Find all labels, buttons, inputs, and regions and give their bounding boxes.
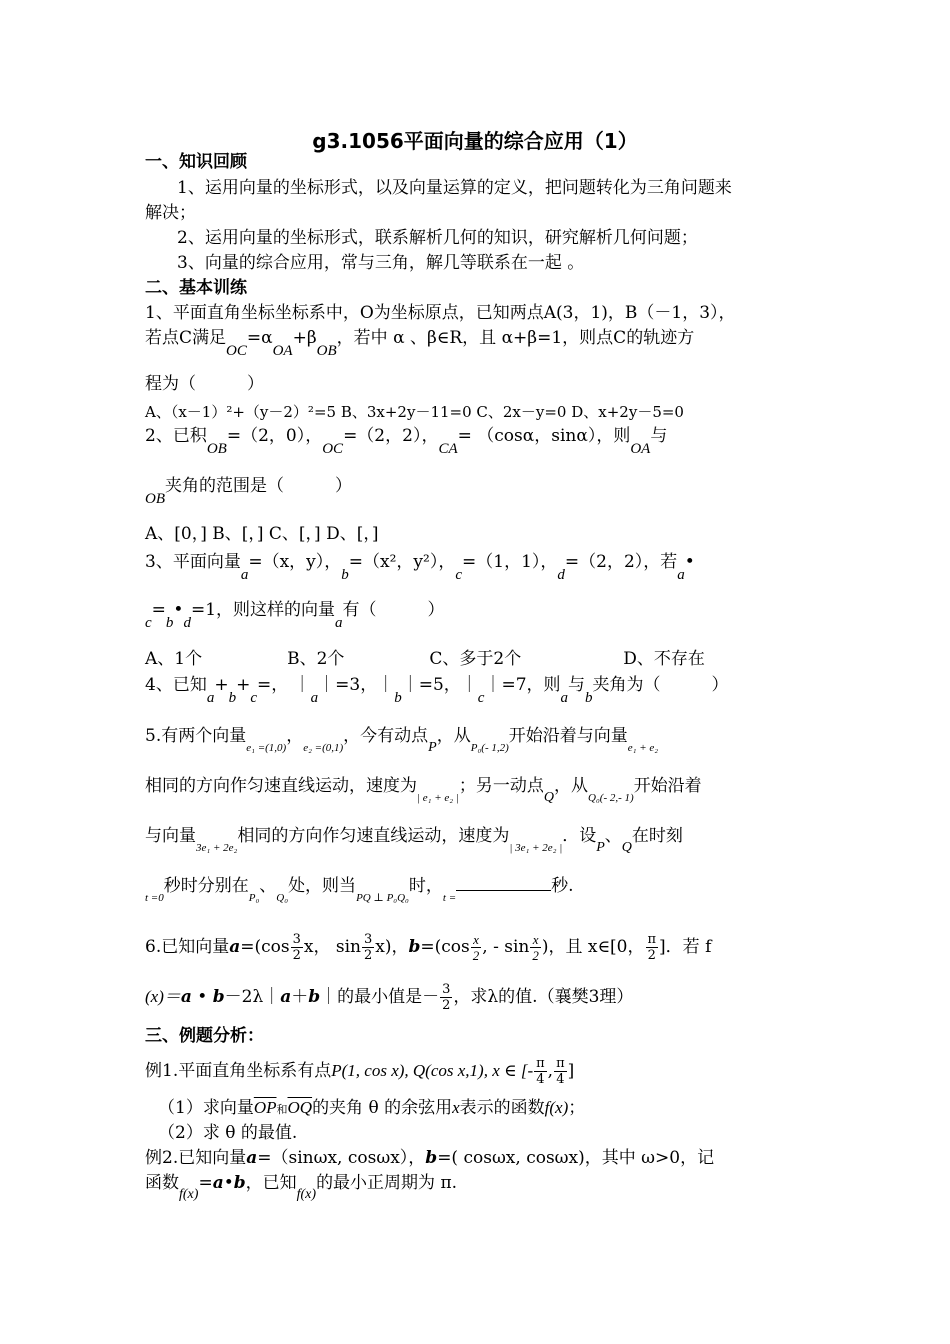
example-2-line-1: 例2.已知向量a=（sinωx, cosωx），b=( cosωx, cosωx)，其中 ω>0，记 [145, 1148, 715, 1168]
q3-options: A、1个 B、2个 C、多于2个 D、不存在 [145, 649, 705, 669]
q2-line-1: 2、已积OB=（2，0），OC=（2，2），CA= （cosα，sinα），则OA与 [145, 426, 668, 457]
q3-line-2: c=b•d=1，则这样的向量a有（ ） [145, 600, 445, 631]
q1-line-2: 若点C满足OC=αOA+βOB，若中 α 、β∈R，且 α+β=1，则点C的轨迹方 [145, 328, 695, 359]
example-1-line-1: 例1.平面直角坐标系有点P(1, cos x), Q(cos x,1), x ∈ [- $\frac{\pi}{4}$ , $\frac{\pi}{4}$ ] [145, 1056, 575, 1087]
q6-line-2: (x)＝a • b－2λ｜a＋b｜的最小值是－ $\frac{3}{2}$ ，求λ的值.（襄樊3理） [145, 982, 634, 1013]
q1-options: A、（x－1）²+（y－2）²=5 B、3x+2y－11=0 C、2x－y=0 D、x+2y－5=0 [145, 403, 684, 421]
page-title: g3.1056平面向量的综合应用（1） [312, 129, 638, 153]
example-1-part-1: （1）求向量$\overline{OP}$和$\overline{OQ}$的夹角 θ 的余弦用x表示的函数f(x)； [158, 1098, 586, 1118]
q5-line-4: $_{t =0}$秒时分别在$_{P_0}$、$_{Q_0}$处，则当$_{PQ \perp P_0Q_0}$时，$_{t =}$秒. [145, 876, 574, 904]
section-heading-review: 一、知识回顾 [145, 152, 247, 172]
review-item-1-cont: 解决； [145, 203, 196, 223]
q6-line-1: 6.已知向量a=(cos $\frac{3}{2}$ x， sin $\frac{3}{2}$ x)，b=(cos $\frac{x}{2}$ , - sin $\frac{x}{2}$ )，且 x∈[0， $\frac{\pi}{2}$ ]．若 f [145, 932, 712, 963]
q2-options: A、[0，] B、[，] C、[，] D、[，] [145, 524, 379, 544]
answer-blank [456, 874, 551, 891]
q5-line-1: 5.有两个向量$_{e_1 =(1,0)}$，$_{e_2 =(0,1)}$，今有动点$_P$，从$_{P_0(- 1,2)}$开始沿着与向量$_{e_1 + e_2}$ [145, 726, 659, 755]
q5-line-2: 相同的方向作匀速直线运动，速度为$_{| e_1 + e_2 |}$；另一动点$_Q$，从$_{Q_0(- 2,- 1)}$开始沿着 [145, 776, 702, 805]
q4-line: 4、已知a+b+c=， ｜a｜=3，｜b｜=5，｜c｜=7，则a与b夹角为（ ） [145, 675, 729, 706]
review-item-3: 3、向量的综合应用，常与三角，解几等联系在一起 。 [177, 253, 585, 273]
review-item-1: 1、运用向量的坐标形式，以及向量运算的定义，把问题转化为三角问题来 [177, 178, 732, 198]
q2-line-2: OB夹角的范围是（ ） [145, 476, 352, 507]
section-heading-training: 二、基本训练 [145, 278, 247, 298]
example-1-part-2: （2）求 θ 的最值. [158, 1123, 298, 1143]
review-item-2: 2、运用向量的坐标形式，联系解析几何的知识，研究解析几何问题； [177, 228, 698, 248]
q1-line-3: 程为（ ） [145, 374, 264, 394]
q1-line-1: 1、平面直角坐标坐标系中，O为坐标原点，已知两点A(3，1)，B（－1，3）， [145, 303, 736, 323]
example-2-line-2: 函数$_{f(x)}$=a•b，已知$_{f(x)}$的最小正周期为 π. [145, 1173, 458, 1202]
section-heading-examples: 三、例题分析： [145, 1026, 264, 1046]
q5-line-3: 与向量$_{3e_1 + 2e_2}$相同的方向作匀速直线运动，速度为$_{| 3e_1 + 2e_2 |}$．设$_P$、$_Q$在时刻 [145, 826, 683, 855]
q3-line-1: 3、平面向量a=（x，y），b=（x²，y²），c=（1，1），d=（2，2），若a• [145, 552, 695, 583]
